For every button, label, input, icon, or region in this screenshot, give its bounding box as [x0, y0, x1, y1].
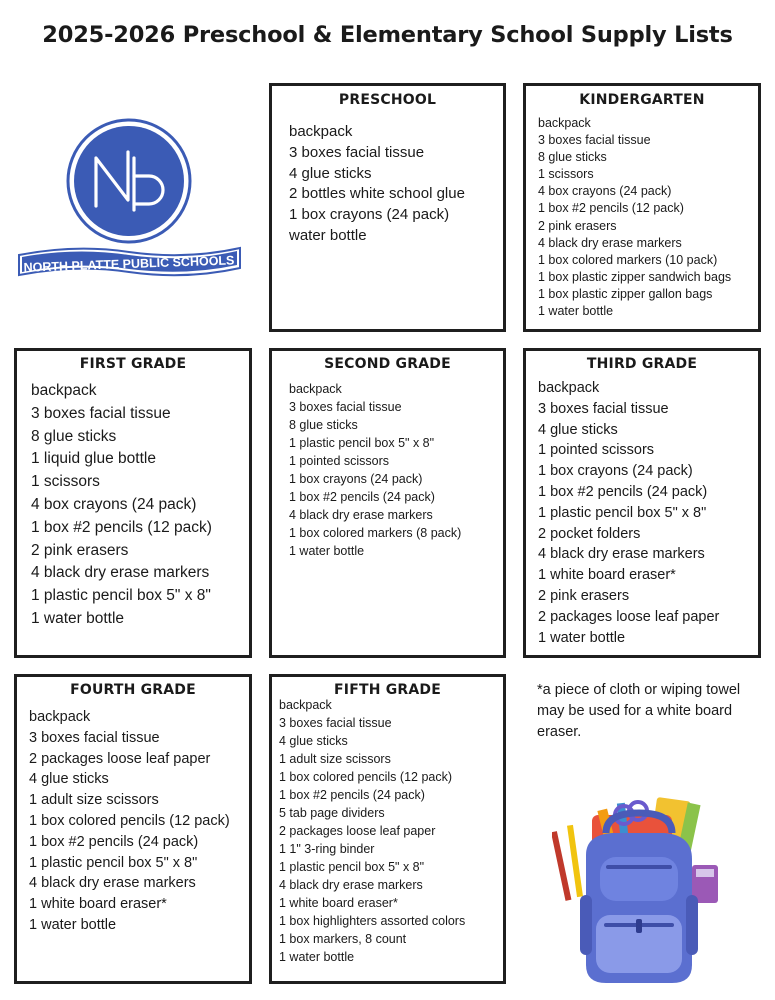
page-title: 2025-2026 Preschool & Elementary School Supply Lists	[42, 22, 733, 48]
list-item: 1 box crayons (24 pack)	[538, 463, 693, 480]
list-item: 1 white board eraser*	[29, 896, 167, 913]
list-item: 3 boxes facial tissue	[538, 400, 669, 417]
list-item: 2 packages loose leaf paper	[538, 608, 720, 625]
list-item: backpack	[279, 698, 332, 712]
list-item: backpack	[29, 709, 91, 725]
list-item: 1 box colored pencils (12 pack)	[279, 770, 453, 784]
first-grade-heading: FIRST GRADE	[79, 356, 187, 372]
list-item: 1 box #2 pencils (12 pack)	[538, 201, 684, 216]
list-item: 1 box highlighters assorted colors	[279, 914, 466, 928]
list-item: 1 box plastic zipper gallon bags	[538, 286, 713, 301]
list-item: 4 box crayons (24 pack)	[538, 184, 672, 199]
second-grade-list	[269, 348, 506, 658]
list-item: 4 black dry erase markers	[538, 546, 705, 563]
fifth-grade-items	[279, 696, 503, 966]
preschool-items	[289, 122, 503, 247]
preschool-heading: PRESCHOOL	[338, 92, 437, 108]
first-grade-list	[14, 348, 252, 658]
list-item: 1 pointed scissors	[289, 454, 390, 468]
list-item: backpack	[31, 382, 97, 399]
list-item: 4 glue sticks	[29, 771, 109, 788]
list-item: 1 water bottle	[29, 916, 117, 933]
list-item: 1 white board eraser*	[538, 567, 676, 584]
fourth-grade-items	[29, 707, 249, 936]
list-item: 1 liquid glue bottle	[31, 450, 156, 468]
list-item: 1 scissors	[538, 167, 594, 182]
list-item: 1 water bottle	[279, 950, 355, 964]
list-item: 3 boxes facial tissue	[289, 400, 402, 414]
list-item: 3 boxes facial tissue	[538, 133, 651, 148]
list-item: 1 box colored markers (10 pack)	[538, 252, 718, 267]
district-logo	[16, 118, 242, 283]
list-item: 1 plastic pencil box 5" x 8"	[31, 587, 211, 605]
eraser-footnote: *a piece of cloth or wiping towel may be used for a white board eraser.	[537, 682, 741, 740]
kindergarten-heading: KINDERGARTEN	[579, 92, 705, 108]
list-item: 4 black dry erase markers	[29, 875, 196, 892]
logo-banner-text: NORTH PLATTE PUBLIC SCHOOLS	[23, 253, 235, 275]
list-item: 1 box #2 pencils (24 pack)	[289, 490, 435, 504]
list-item: 3 boxes facial tissue	[289, 143, 425, 161]
list-item: 8 glue sticks	[538, 150, 607, 165]
list-item: 1 box colored markers (8 pack)	[289, 526, 462, 540]
list-item: 2 pink erasers	[31, 541, 129, 559]
list-item: backpack	[538, 116, 591, 130]
list-item: 8 glue sticks	[289, 418, 358, 432]
list-item: 1 box #2 pencils (24 pack)	[538, 483, 708, 500]
second-grade-heading: SECOND GRADE	[324, 356, 451, 372]
list-item: 1 box colored pencils (12 pack)	[29, 812, 230, 829]
list-item: 3 boxes facial tissue	[31, 404, 171, 422]
list-item: 8 glue sticks	[31, 427, 117, 445]
list-item: 1 water bottle	[289, 544, 365, 558]
list-item: 4 black dry erase markers	[289, 508, 433, 522]
list-item: 1 adult size scissors	[29, 792, 159, 809]
fifth-grade-heading: FIFTH GRADE	[334, 682, 441, 698]
list-item: 2 pink erasers	[538, 218, 617, 233]
list-item: 4 glue sticks	[538, 421, 618, 438]
kindergarten-items	[538, 115, 758, 320]
list-item: backpack	[538, 380, 600, 396]
kindergarten-list	[523, 83, 761, 332]
list-item: 1 box #2 pencils (24 pack)	[279, 788, 425, 802]
list-item: 1 adult size scissors	[279, 752, 391, 766]
list-item: 4 black dry erase markers	[31, 564, 210, 582]
list-item: 1 scissors	[31, 473, 100, 491]
list-item: water bottle	[289, 226, 367, 244]
list-item: 1 plastic pencil box 5" x 8"	[29, 854, 198, 871]
list-item: 3 boxes facial tissue	[29, 729, 160, 746]
list-item: 1 box crayons (24 pack)	[289, 472, 423, 486]
list-item: 1 water bottle	[538, 629, 626, 646]
list-item: 2 packages loose leaf paper	[279, 824, 436, 838]
list-item: 1 1" 3-ring binder	[279, 842, 375, 856]
fourth-grade-list	[14, 674, 252, 984]
list-item: 1 box #2 pencils (12 pack)	[31, 518, 212, 536]
list-item: 5 tab page dividers	[279, 806, 385, 820]
list-item: 1 plastic pencil box 5" x 8"	[538, 504, 707, 521]
preschool-list	[269, 83, 506, 332]
list-item: 1 water bottle	[31, 609, 125, 627]
list-item: 1 white board eraser*	[279, 896, 398, 910]
list-item: 4 black dry erase markers	[279, 878, 423, 892]
list-item: 1 box #2 pencils (24 pack)	[29, 833, 199, 850]
list-item: 2 pocket folders	[538, 525, 641, 542]
third-grade-heading: THIRD GRADE	[586, 356, 698, 372]
list-item: 3 boxes facial tissue	[279, 716, 392, 730]
list-item: 1 box plastic zipper sandwich bags	[538, 269, 732, 284]
list-item: backpack	[289, 123, 353, 140]
backpack-icon	[552, 795, 727, 987]
fourth-grade-heading: FOURTH GRADE	[70, 682, 196, 698]
third-grade-items	[538, 378, 758, 648]
list-item: 4 glue sticks	[279, 734, 348, 748]
list-item: 2 packages loose leaf paper	[29, 750, 211, 767]
list-item: 4 black dry erase markers	[538, 235, 682, 250]
list-item: 1 water bottle	[538, 304, 614, 319]
fifth-grade-list	[269, 674, 506, 984]
list-item: 2 bottles white school glue	[289, 185, 465, 203]
list-item: 1 plastic pencil box 5" x 8"	[289, 436, 435, 450]
list-item: 1 box crayons (24 pack)	[289, 206, 450, 224]
list-item: 4 box crayons (24 pack)	[31, 495, 197, 513]
list-item: 4 glue sticks	[289, 164, 372, 182]
list-item: backpack	[289, 382, 342, 396]
list-item: 2 pink erasers	[538, 587, 630, 604]
list-item: 1 pointed scissors	[538, 442, 655, 459]
third-grade-list	[523, 348, 761, 658]
list-item: 1 plastic pencil box 5" x 8"	[279, 860, 425, 874]
second-grade-items	[289, 380, 503, 560]
first-grade-items	[31, 380, 249, 631]
list-item: 1 box markers, 8 count	[279, 932, 407, 946]
